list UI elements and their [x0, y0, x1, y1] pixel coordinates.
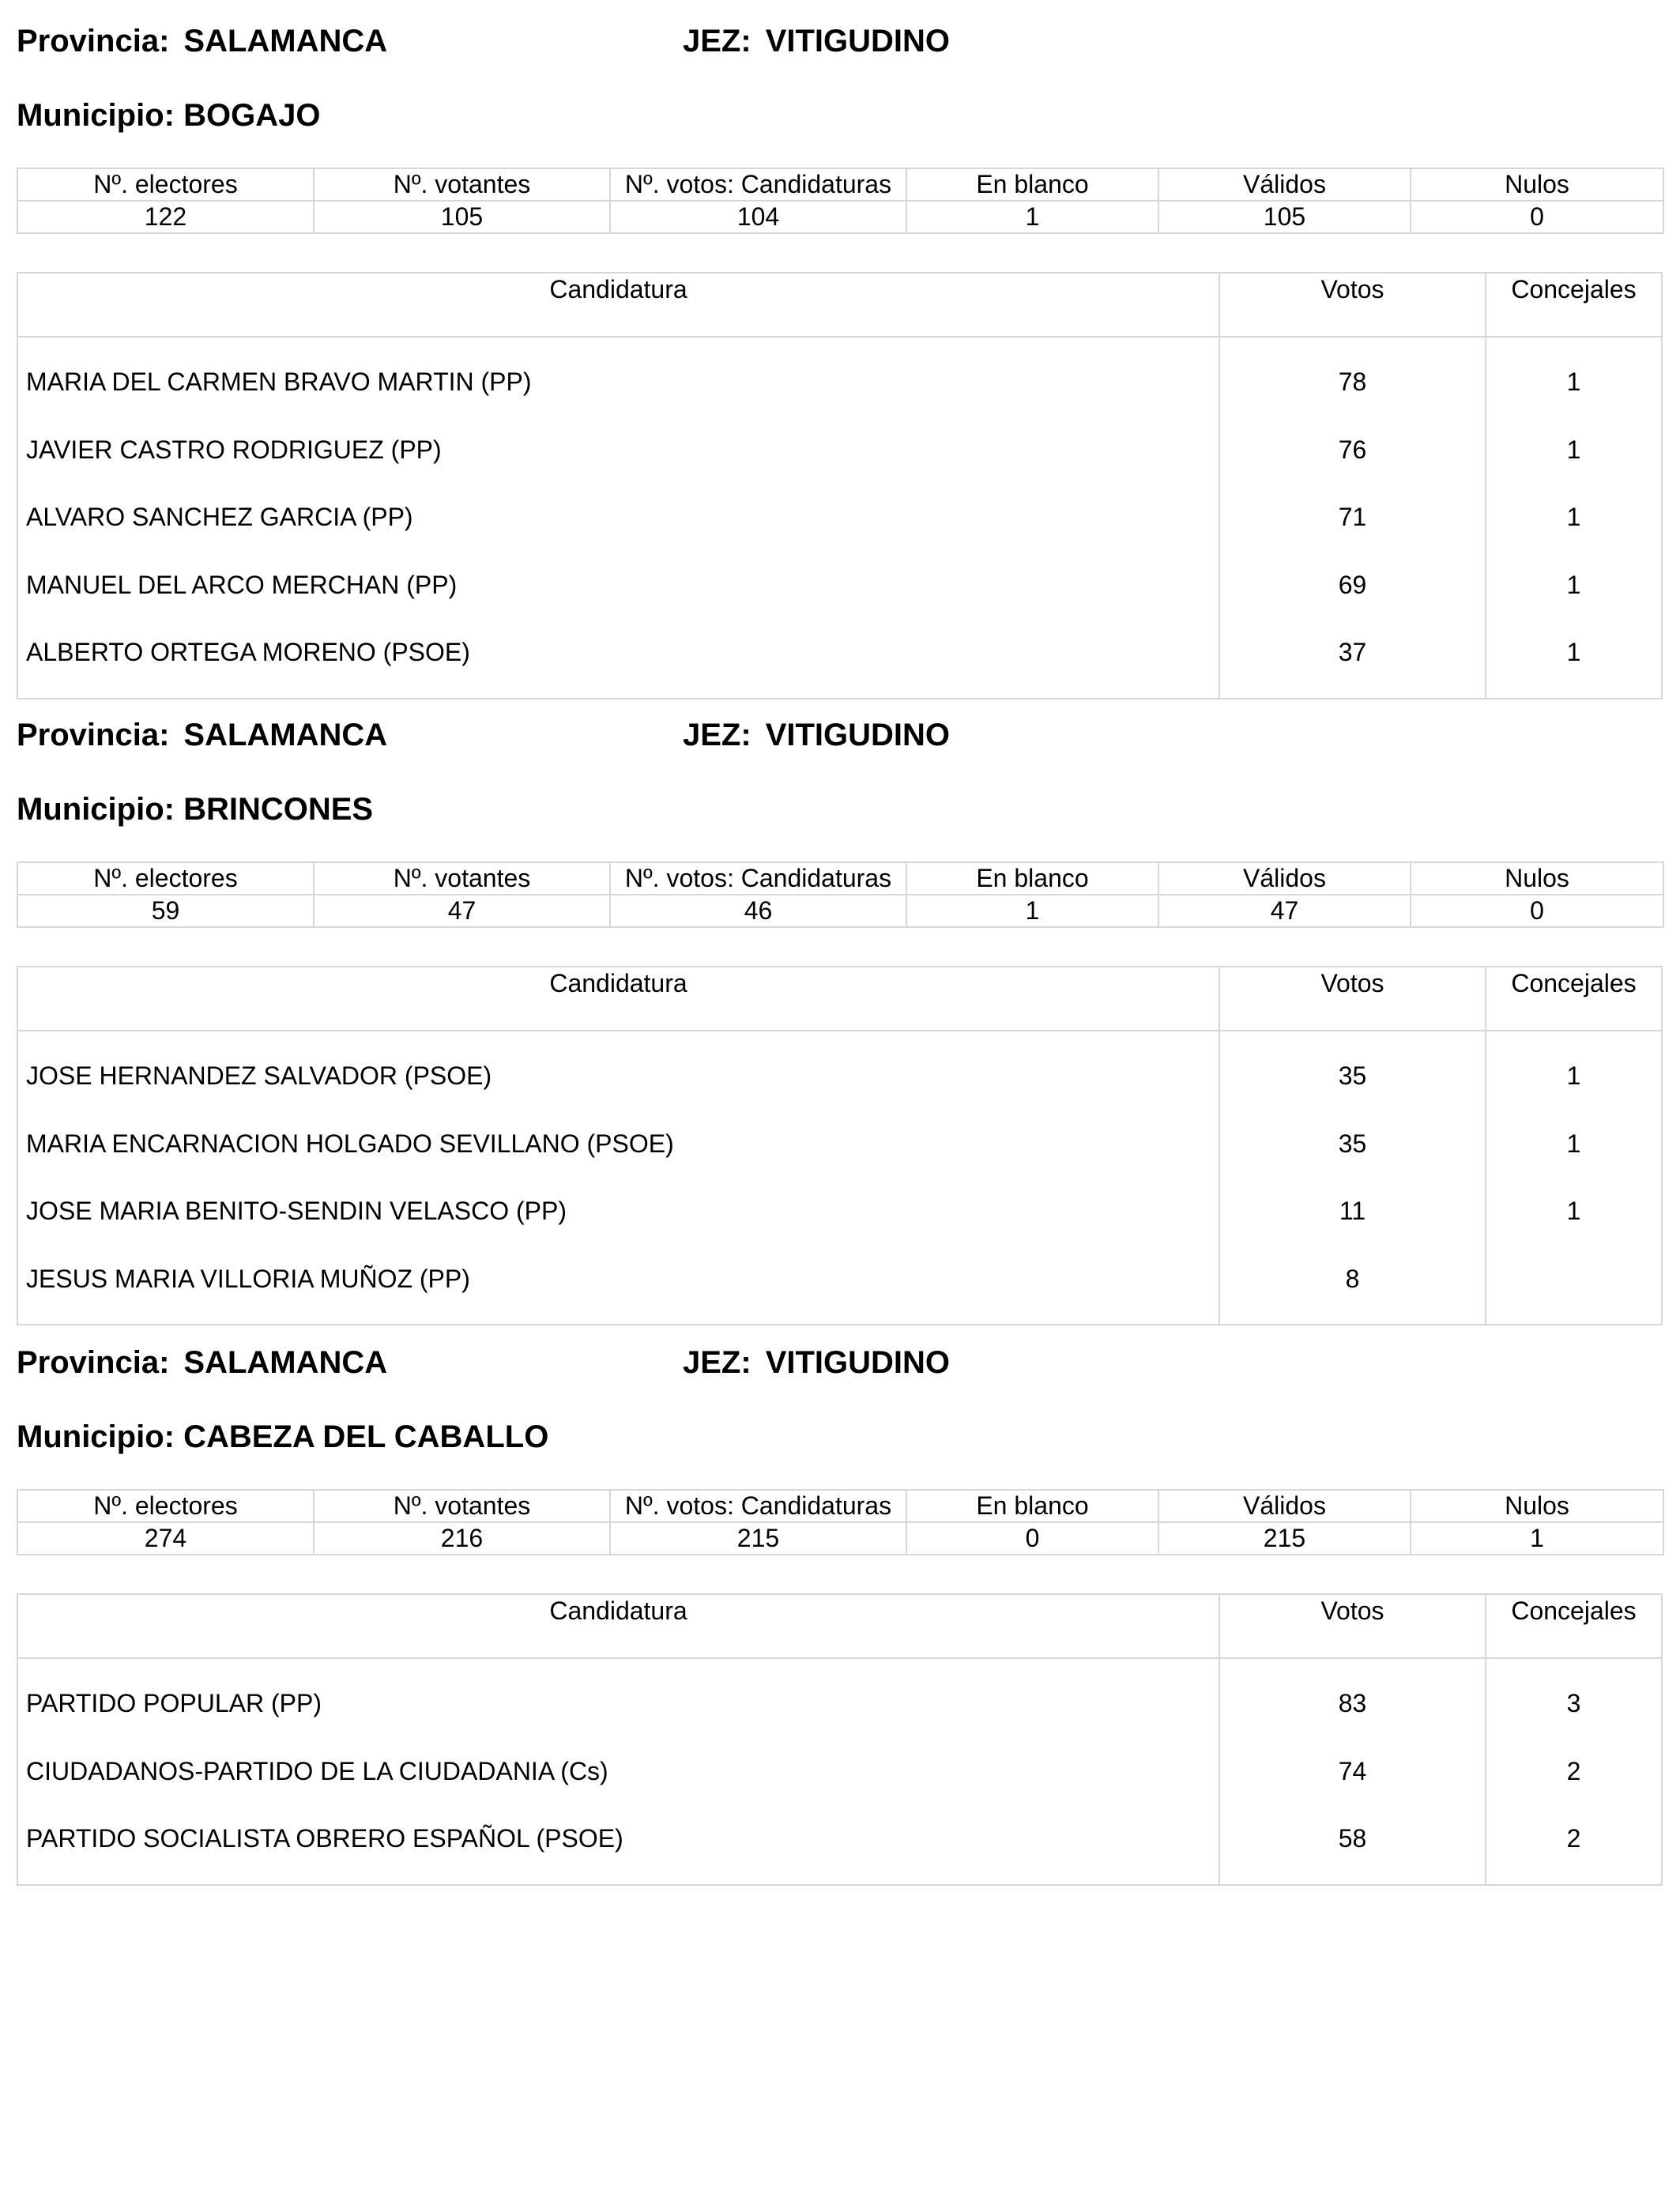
summary-votantes: 47 [314, 895, 610, 927]
candidates-header-row [18, 273, 1661, 337]
candidate-concejales: 1 [1566, 570, 1581, 599]
municipio-value: CABEZA DEL CABALLO [183, 1419, 549, 1454]
summary-validos: 105 [1158, 201, 1411, 233]
col-header-votos: Votos [1219, 1595, 1485, 1657]
summary-header-nulos: Nulos [1411, 168, 1663, 201]
summary-table [17, 1489, 1664, 1555]
provincia-value: SALAMANCA [183, 24, 388, 58]
summary-table [17, 861, 1664, 928]
summary-value-row [17, 201, 1663, 233]
jez-label: JEZ: [683, 24, 751, 58]
candidate-concejales: 2 [1566, 1824, 1581, 1853]
candidate-concejales: 1 [1566, 1197, 1581, 1225]
provincia-heading [17, 1345, 387, 1380]
candidate-votos: 74 [1338, 1756, 1367, 1785]
municipio-heading [17, 98, 320, 133]
col-header-votos: Votos [1219, 967, 1485, 1030]
summary-votos-candidaturas: 215 [610, 1522, 906, 1555]
candidate-concejales: 3 [1566, 1689, 1581, 1717]
candidate-name: JAVIER CASTRO RODRIGUEZ (PP) [26, 435, 442, 464]
municipio-heading [17, 1419, 548, 1454]
col-header-concejales: Concejales [1485, 1595, 1661, 1657]
provincia-heading [17, 718, 387, 752]
col-header-candidatura: Candidatura [549, 275, 687, 303]
summary-electores: 59 [17, 895, 314, 927]
summary-header-row [17, 862, 1663, 895]
provincia-label: Provincia: [17, 24, 170, 58]
summary-header-votos-candidaturas: Nº. votos: Candidaturas [610, 168, 906, 201]
summary-header-en-blanco: En blanco [906, 168, 1158, 201]
provincia-value: SALAMANCA [183, 718, 388, 752]
candidate-name: PARTIDO POPULAR (PP) [26, 1689, 322, 1717]
summary-header-electores: Nº. electores [17, 862, 314, 895]
concejales-column [1485, 1031, 1661, 1324]
summary-header-votantes: Nº. votantes [314, 862, 610, 895]
summary-table [17, 168, 1664, 234]
candidate-name: PARTIDO SOCIALISTA OBRERO ESPAÑOL (PSOE) [26, 1824, 623, 1853]
summary-votos-candidaturas: 104 [610, 201, 906, 233]
candidate-votos: 83 [1338, 1689, 1367, 1717]
municipio-label: Municipio: [17, 1419, 175, 1454]
summary-votos-candidaturas: 46 [610, 895, 906, 927]
col-header-concejales: Concejales [1485, 967, 1661, 1030]
candidate-name: MANUEL DEL ARCO MERCHAN (PP) [26, 570, 458, 599]
concejales-column [1485, 337, 1661, 698]
candidate-votos: 69 [1338, 570, 1367, 599]
candidate-name: MARIA DEL CARMEN BRAVO MARTIN (PP) [26, 368, 532, 396]
summary-votantes: 105 [314, 201, 610, 233]
candidate-concejales: 1 [1566, 638, 1581, 666]
candidate-name: ALVARO SANCHEZ GARCIA (PP) [26, 503, 413, 531]
candidate-votos: 35 [1338, 1061, 1367, 1090]
summary-header-nulos: Nulos [1411, 1490, 1663, 1522]
municipio-label: Municipio: [17, 98, 175, 133]
provincia-value: SALAMANCA [183, 1345, 388, 1380]
col-header-candidatura: Candidatura [549, 969, 687, 997]
summary-en-blanco: 1 [906, 895, 1158, 927]
jez-value: VITIGUDINO [765, 1345, 951, 1380]
summary-votantes: 216 [314, 1522, 610, 1555]
col-header-candidatura: Candidatura [549, 1596, 687, 1625]
candidatura-column [18, 1031, 1219, 1324]
candidate-name: JOSE MARIA BENITO-SENDIN VELASCO (PP) [26, 1197, 567, 1225]
candidates-header-row [18, 1595, 1661, 1659]
summary-header-en-blanco: En blanco [906, 862, 1158, 895]
candidate-name: ALBERTO ORTEGA MORENO (PSOE) [26, 638, 470, 666]
concejales-column [1485, 1659, 1661, 1884]
municipio-value: BRINCONES [183, 792, 374, 827]
summary-header-votos-candidaturas: Nº. votos: Candidaturas [610, 862, 906, 895]
candidate-concejales: 1 [1566, 503, 1581, 531]
candidate-votos: 58 [1338, 1824, 1367, 1853]
candidates-table [17, 966, 1663, 1325]
candidate-votos: 37 [1338, 638, 1367, 666]
candidate-name: JOSE HERNANDEZ SALVADOR (PSOE) [26, 1061, 492, 1090]
votos-column [1219, 1031, 1485, 1324]
jez-heading [683, 24, 950, 58]
candidate-votos: 71 [1338, 503, 1367, 531]
candidatura-column [18, 1659, 1219, 1884]
col-header-votos: Votos [1219, 273, 1485, 336]
candidate-votos: 35 [1338, 1129, 1367, 1158]
candidate-name: JESUS MARIA VILLORIA MUÑOZ (PP) [26, 1264, 470, 1293]
candidates-header-row [18, 967, 1661, 1031]
candidatura-column [18, 337, 1219, 698]
summary-electores: 122 [17, 201, 314, 233]
jez-value: VITIGUDINO [765, 718, 951, 752]
summary-header-votantes: Nº. votantes [314, 168, 610, 201]
summary-header-votantes: Nº. votantes [314, 1490, 610, 1522]
summary-validos: 47 [1158, 895, 1411, 927]
summary-header-row [17, 168, 1663, 201]
provincia-heading [17, 24, 387, 58]
summary-header-validos: Válidos [1158, 1490, 1411, 1522]
votos-column [1219, 1659, 1485, 1884]
candidate-votos: 11 [1339, 1197, 1366, 1225]
summary-value-row [17, 1522, 1663, 1555]
candidate-name: MARIA ENCARNACION HOLGADO SEVILLANO (PSOE) [26, 1129, 674, 1158]
municipio-label: Municipio: [17, 792, 175, 827]
summary-header-en-blanco: En blanco [906, 1490, 1158, 1522]
summary-header-validos: Válidos [1158, 862, 1411, 895]
provincia-label: Provincia: [17, 1345, 170, 1380]
candidate-concejales: 1 [1566, 368, 1581, 396]
col-header-concejales: Concejales [1485, 273, 1661, 336]
summary-validos: 215 [1158, 1522, 1411, 1555]
summary-nulos: 0 [1411, 895, 1663, 927]
candidates-table [17, 1593, 1663, 1886]
summary-header-nulos: Nulos [1411, 862, 1663, 895]
jez-value: VITIGUDINO [765, 24, 951, 58]
summary-header-votos-candidaturas: Nº. votos: Candidaturas [610, 1490, 906, 1522]
summary-en-blanco: 1 [906, 201, 1158, 233]
municipio-heading [17, 792, 373, 827]
candidate-concejales: 1 [1566, 435, 1581, 464]
candidate-name: CIUDADANOS-PARTIDO DE LA CIUDADANIA (Cs) [26, 1756, 608, 1785]
summary-header-validos: Válidos [1158, 168, 1411, 201]
candidate-votos: 8 [1345, 1264, 1360, 1293]
summary-value-row [17, 895, 1663, 927]
jez-heading [683, 1345, 950, 1380]
candidate-concejales: 1 [1566, 1061, 1581, 1090]
candidate-concejales [1486, 1252, 1661, 1320]
candidate-concejales: 1 [1566, 1129, 1581, 1158]
provincia-label: Provincia: [17, 718, 170, 752]
summary-nulos: 1 [1411, 1522, 1663, 1555]
summary-en-blanco: 0 [906, 1522, 1158, 1555]
summary-nulos: 0 [1411, 201, 1663, 233]
jez-heading [683, 718, 950, 752]
summary-header-electores: Nº. electores [17, 168, 314, 201]
candidate-votos: 76 [1338, 435, 1367, 464]
candidate-concejales: 2 [1566, 1756, 1581, 1785]
votos-column [1219, 337, 1485, 698]
summary-header-row [17, 1490, 1663, 1522]
jez-label: JEZ: [683, 718, 751, 752]
summary-electores: 274 [17, 1522, 314, 1555]
jez-label: JEZ: [683, 1345, 751, 1380]
candidates-table [17, 272, 1663, 699]
candidate-votos: 78 [1338, 368, 1367, 396]
summary-header-electores: Nº. electores [17, 1490, 314, 1522]
municipio-value: BOGAJO [183, 98, 321, 133]
